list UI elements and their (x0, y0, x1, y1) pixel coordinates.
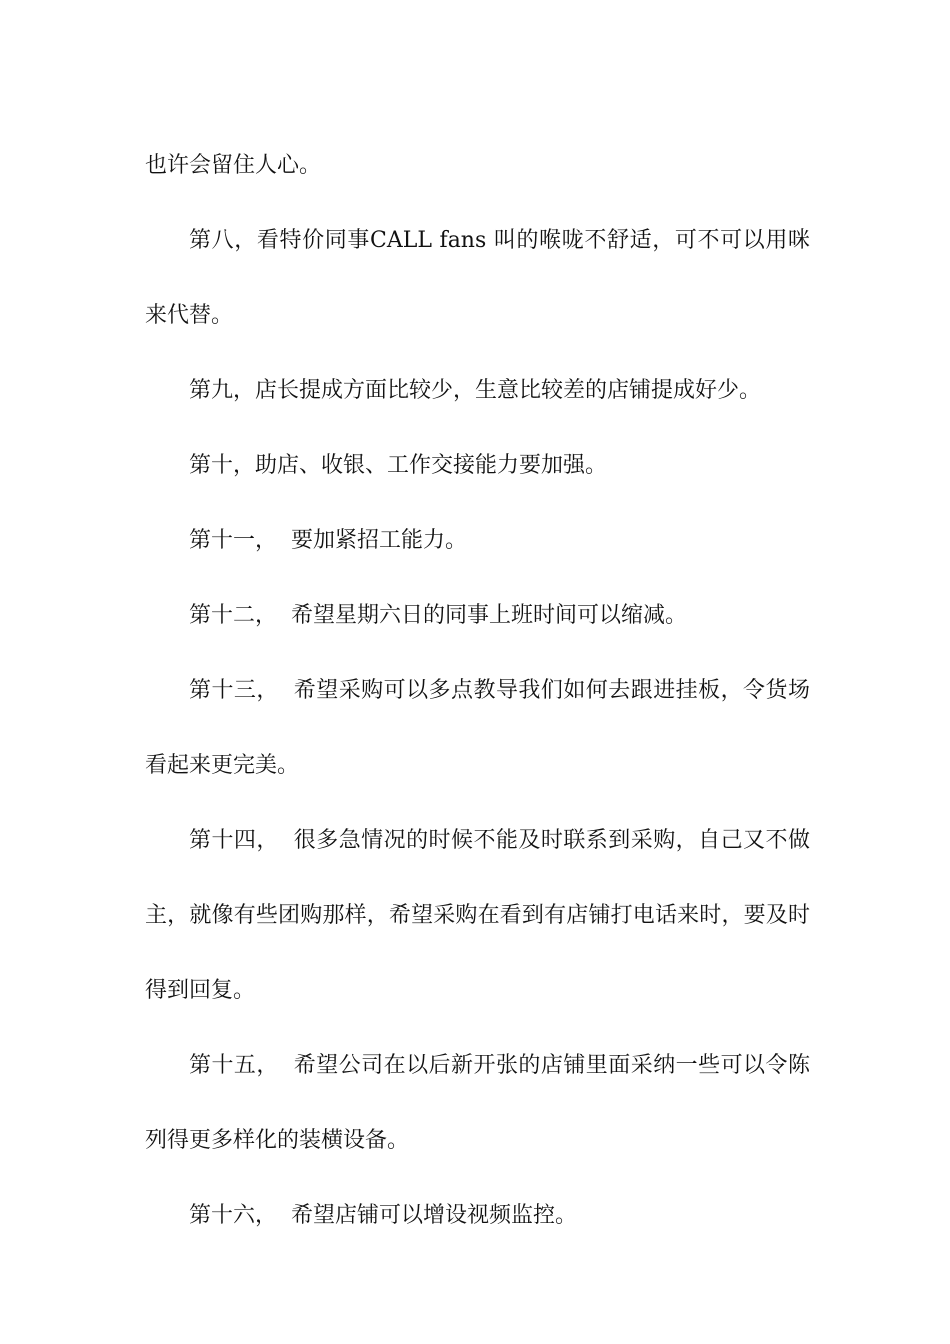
paragraph-item-8: 第八，看特价同事CALL fans 叫的喉咙不舒适，可不可以用咪来代替。 (145, 228, 810, 328)
paragraph-intro-end: 也许会留住人心。 (145, 153, 322, 178)
paragraph-item-15: 第十五， 希望公司在以后新开张的店铺里面采纳一些可以令陈列得更多样化的装横设备。 (145, 1053, 810, 1153)
document-body (145, 128, 810, 1253)
paragraph-item-10: 第十，助店、收银、工作交接能力要加强。 (189, 453, 608, 478)
paragraph-item-13: 第十三， 希望采购可以多点教导我们如何去跟进挂板，令货场看起来更完美。 (145, 678, 810, 778)
paragraph-item-14: 第十四， 很多急情况的时候不能及时联系到采购，自己又不做主，就像有些团购那样，希望采购在看到有店铺打电话来时，要及时得到回复。 (145, 828, 810, 1003)
paragraph-item-16: 第十六， 希望店铺可以增设视频监控。 (189, 1203, 577, 1228)
paragraph-item-12: 第十二， 希望星期六日的同事上班时间可以缩减。 (189, 603, 687, 628)
paragraph-item-9: 第九，店长提成方面比较少，生意比较差的店铺提成好少。 (189, 378, 762, 403)
paragraph-item-11: 第十一， 要加紧招工能力。 (189, 528, 467, 553)
